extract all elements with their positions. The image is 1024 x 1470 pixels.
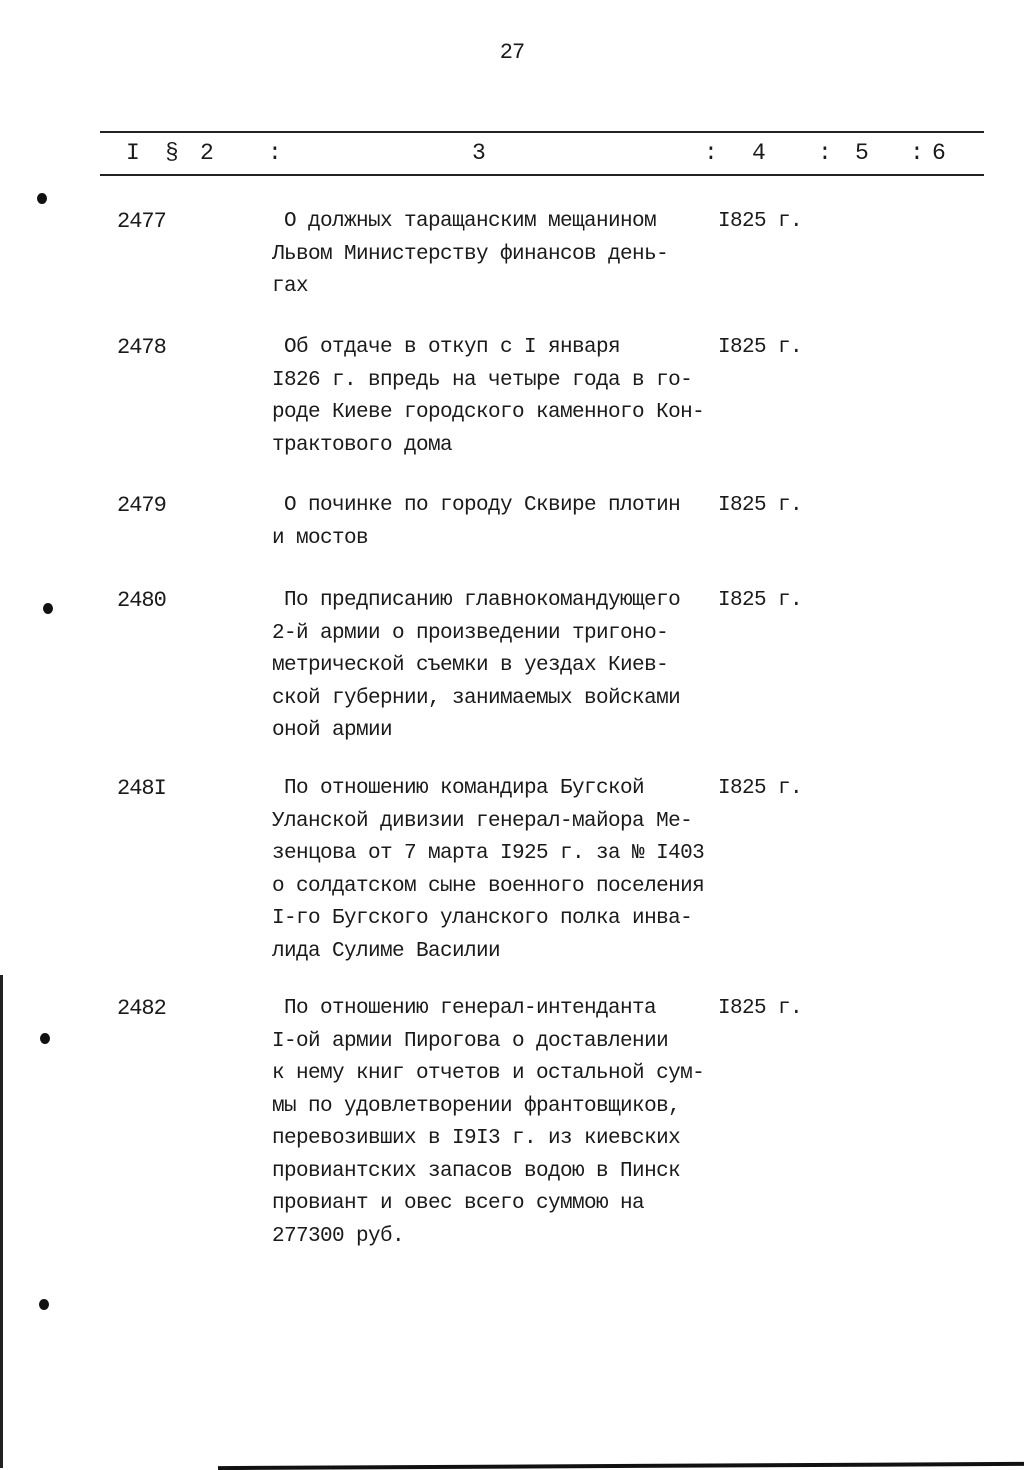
column-header: I xyxy=(126,140,140,166)
description-line: По предписанию главнокомандующего xyxy=(284,589,681,612)
scan-bottom-edge xyxy=(218,1462,1024,1470)
description-line: I-ой армии Пирогова о доставлении xyxy=(272,1029,669,1053)
entry-year: I825 г. xyxy=(718,494,803,517)
entry-year: I825 г. xyxy=(718,210,803,233)
entry-year: I825 г. xyxy=(718,777,803,800)
description-line: оной армии xyxy=(272,719,393,742)
entry-number: 2478 xyxy=(117,335,166,360)
binder-hole-mark xyxy=(39,1299,49,1310)
description-line: метрической съемки в уездах Киев- xyxy=(272,654,669,677)
description-line: Об отдаче в откуп с I января xyxy=(284,336,621,359)
description-line: По отношению командира Бугской xyxy=(284,777,645,800)
description-line: I-го Бугского уланского полка инва- xyxy=(272,907,693,930)
description-line: провиантских запасов водою в Пинск xyxy=(272,1159,681,1183)
description-line: I826 г. впредь на четыре года в го- xyxy=(272,368,693,392)
entry-year: I825 г. xyxy=(718,997,803,1020)
entry-description xyxy=(272,773,712,968)
binder-hole-mark xyxy=(43,603,53,614)
binder-hole-mark xyxy=(40,1033,50,1044)
description-line: гах xyxy=(272,275,309,298)
column-header: 2 xyxy=(200,140,214,166)
entry-number: 2482 xyxy=(117,996,166,1021)
entry-description xyxy=(272,993,712,1253)
binder-hole-mark xyxy=(37,193,47,204)
header-rule-top xyxy=(100,131,984,133)
column-separator: : xyxy=(910,140,924,166)
description-line: Львом Министерству финансов день- xyxy=(272,242,669,266)
scan-left-edge xyxy=(0,975,3,1468)
description-line: трактового дома xyxy=(272,433,453,457)
entry-number: 2477 xyxy=(117,209,166,234)
entry-year: I825 г. xyxy=(718,336,803,359)
column-separator: : xyxy=(704,140,718,166)
description-line: 277300 руб. xyxy=(272,1224,405,1248)
description-line: ской губернии, занимаемых войсками xyxy=(272,686,681,710)
description-line: к нему книг отчетов и остальной сум- xyxy=(272,1062,705,1085)
column-header: § xyxy=(165,140,179,166)
description-line: Уланской дивизии генерал-майора Ме- xyxy=(272,809,693,833)
column-separator: : xyxy=(268,140,282,166)
entry-number: 2479 xyxy=(117,493,166,518)
column-header: 6 xyxy=(932,140,946,166)
description-line: провиант и овес всего суммою на xyxy=(272,1192,645,1215)
description-line: зенцова от 7 марта I925 г. за № I403 xyxy=(272,842,705,865)
page-number: 27 xyxy=(499,40,525,65)
description-line: о солдатском сыне военного поселения xyxy=(272,874,705,898)
column-header: 3 xyxy=(472,140,486,166)
entry-description xyxy=(272,206,712,304)
entry-number: 248I xyxy=(117,776,166,801)
description-line: О должных таращанским мещанином xyxy=(284,210,657,233)
entry-description xyxy=(272,585,712,748)
description-line: перевозивших в I9I3 г. из киевских xyxy=(272,1127,681,1150)
description-line: 2-й армии о произведении тригоно- xyxy=(272,621,669,645)
entry-number: 2480 xyxy=(117,588,166,613)
description-line: и мостов xyxy=(272,526,369,550)
column-header: 4 xyxy=(752,140,766,166)
description-line: роде Киеве городского каменного Кон- xyxy=(272,401,705,424)
entry-year: I825 г. xyxy=(718,589,803,612)
description-line: мы по удовлетворении франтовщиков, xyxy=(272,1094,681,1118)
description-line: О починке по городу Сквире плотин xyxy=(284,494,681,517)
entry-description xyxy=(272,490,712,555)
header-rule-bottom xyxy=(100,174,984,176)
column-separator: : xyxy=(818,140,832,166)
description-line: По отношению генерал-интенданта xyxy=(284,997,657,1020)
entry-description xyxy=(272,332,712,462)
description-line: лида Сулиме Василии xyxy=(272,939,501,963)
column-header: 5 xyxy=(855,140,869,166)
